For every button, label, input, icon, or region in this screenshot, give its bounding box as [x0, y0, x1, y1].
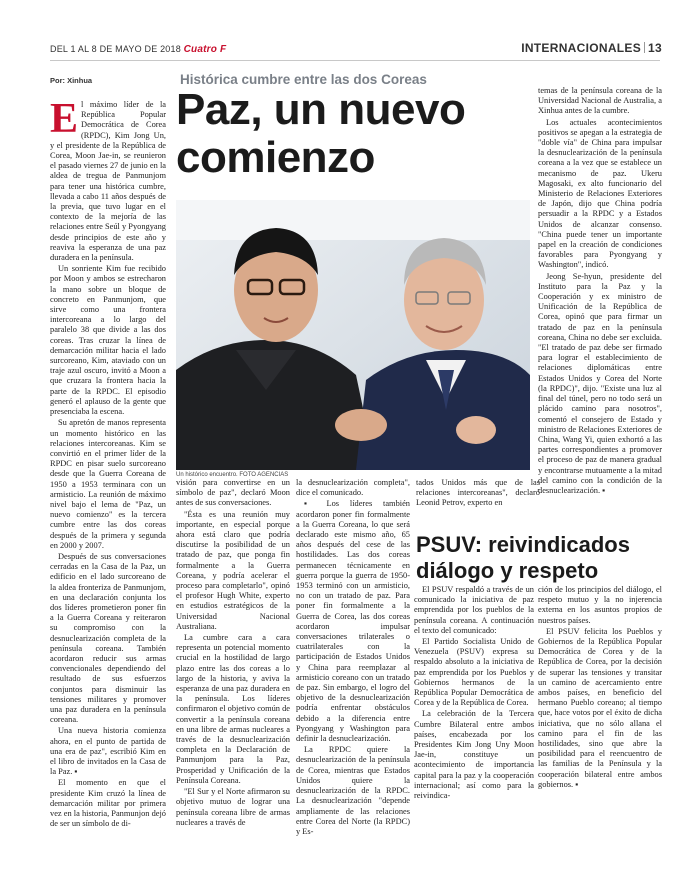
article-column-1 [50, 96, 166, 830]
paragraph: Una nueva historia comienza ahora, en el punto de partida de una era de paz", escribió Kim en el libro de invitados en la Casa de la Paz. ▪ [50, 726, 166, 777]
paragraph: temas de la península coreana de la Universidad Nacional de Australia, a Xinhua antes de la cumbre. [538, 86, 662, 116]
kicker: Histórica cumbre entre las dos Coreas [180, 72, 427, 87]
headline: Paz, un nuevo comienzo [176, 85, 466, 182]
photo-illustration [176, 200, 530, 470]
paragraph: "Ésta es una reunión muy importante, en especial porque ahora está claro que podría discutirse la posibilidad de un tratado de paz, que ponga fin formalmente a la Guerra Coreana, y podría acelerar el proceso para completarlo", opinó el profesor Hugh White, experto en estudios estratégicos de la Universidad Nacional Australiana. [176, 509, 290, 631]
section-folio [521, 41, 662, 55]
byline: Por: Xinhua [50, 76, 93, 85]
photo-caption: Un histórico encuentro. FOTO AGENCIAS [176, 472, 289, 478]
paragraph: Los actuales acontecimientos positivos se apegan a la estrategia de "doble vía" de China para impulsar la desnuclearización de la península coreana a la vez que se establece un mecanismo de paz. Ukeru Magosaki, ex alto funcionario del Ministerio de Relaciones Exteriores de Japón, dijo que China podría persuadir a la RPDC y a Estados Unidos de alcanzar consenso. "China puede tener un importante papel en la creación de condiciones favorables para Pyongyang y Washington", indicó. [538, 117, 662, 270]
paragraph: La RPDC quiere la desnuclearización de la península de Corea, mientras que Estados Unidos quiere la desnuclearización de la RPDC. La desnuclearización "depende ampliamente de las relaciones entre Corea del Norte (la RPDC) y Es- [296, 745, 410, 836]
paragraph: La cumbre cara a cara representa un potencial momento crucial en la hostilidad de largo plazo entre las dos coreas a lo largo de la historia, y aviva la esperanza de una paz duradera en la península. Los líderes confirmaron el objetivo común de convertir a la península coreana en una libre de armas nucleares a través de la desnuclearización completa en la Declaración de Panmunjom para la Paz, Prosperidad y Unificación de la Península Coreana. [176, 633, 290, 785]
paragraph: ▪ Los líderes también acordaron poner fin formalmente a la Guerra Coreana, lo que será declarado este mismo año, 65 años después del cese de las hostilidades. Las dos coreas permanecen técnicamente en guerra porque la guerra de 1950-1953 terminó con un armisticio, no con un tratado de paz. Para poner fin formalmente a la Guerra de Corea, las dos coreas acordaron impulsar conversaciones trilaterales o cuatrilaterales con la participación de Estados Unidos y China para reemplazar al armisticio coreano con un tratado de paz. Sin embargo, el logro del objetivo de la desnuclearización podría enfrentar obstáculos debido a la diferencia entre Pyongyang y Washington para definir la desnuclearización. [296, 499, 410, 744]
paragraph: El Partido Socialista Unido de Venezuela (PSUV) expresa su respaldo absoluto a la iniciativa de paz emprendida por los Pueblos y Gobiernos hermanos de la República Popular Democrática de Corea y de la República de Corea. [414, 637, 534, 708]
paragraph: Después de sus conversaciones cerradas en la Casa de la Paz, un edificio en el lado surcoreano de la aldea fronteriza de Panmunjom, en una declaración conjunta los dos líderes prometieron poner fin a la Guerra Coreana y reiteraron su compromiso con la desnuclearización completa de la península coreana. También acordaron reducir sus armas convencionales dependiendo del resultado de sus esfuerzos conjuntos para disminuir las tensiones militares y promover una paz duradera en la península coreana. [50, 551, 166, 725]
photo-credit: FOTO AGENCIAS [239, 472, 289, 478]
psuv-column-1 [414, 585, 534, 802]
article-column-2 [176, 478, 290, 829]
paragraph: "El Sur y el Norte afirmaron su objetivo mutuo de lograr una península coreana libre de armas nucleares a través de [176, 787, 290, 827]
section-name: INTERNACIONALES [521, 41, 642, 55]
secondary-headline: PSUV: reivindicados diálogo y respeto [416, 532, 630, 583]
drop-cap: E [50, 96, 79, 142]
paragraph: El PSUV respaldó a través de un comunicado la iniciativa de paz emprendida por los pueblos de la península coreana. A continuación el texto del comunicado: [414, 585, 534, 635]
paragraph: El máximo líder de la República Popular Democrática de Corea (RPDC), Kim Jong Un, y el presidente de la República de Corea, Moon Jae-in, se reunieron el pasado viernes 27 de junio en la aldea de tregua de Panmunjom para tener una histórica cumbre, llevada a cabo 11 años después de la previa, que tuvo lugar en el contexto de la mejoría de las relaciones entre Seúl y Pyongyang desde principios de este año y reaviva la esperanza de una paz duradera en la península. [50, 96, 166, 263]
leaders-photo [176, 200, 530, 470]
folio-divider [644, 42, 645, 53]
paragraph: visión para convertirse en un símbolo de paz", declaró Moon antes de sus conversaciones. [176, 478, 290, 508]
page-number: 13 [648, 41, 662, 55]
paragraph: La celebración de la Tercera Cumbre Bilateral entre ambos países, encabezada por los Presidentes Kim Jong Uny Moon Jae-in, constituye un acontecimiento de importancia capital para la paz y la cooperación internacional; así como para la reivindica- [414, 709, 534, 801]
paragraph: Un sonriente Kim fue recibido por Moon y ambos se estrecharon la mano sobre un bloque de concreto en Panmunjom, que sirve como una frontera intercoreana a lo largo del paralelo 38 que divide a las dos coreas. Tras cruzar la línea de demarcación militar hacia el lado surcoreano, Kim, ataviado con un traje azul oscuro, invitó a Moon a que cruzara la frontera hacia la parte de la RPDC. El episodio generó el aplauso de la gente que presenciaba la escena. [50, 264, 166, 417]
header-rule [50, 60, 660, 61]
paragraph: El PSUV felicita los Pueblos y Gobiernos de la República Popular Democrática de Corea y de la República de Corea, por la decisión de superar las tensiones y transitar un camino de acercamiento entre ambos países, en beneficio del hermano Pueblo coreano; al tiempo que, hace votos por el éxito de dicha iniciativa, que no sólo allana el camino para el fin de las hostilidades, sino que abre la posibilidad para el reencuentro de las familias de la Península y la cooperación bilateral entre ambos gobiernos. ▪ [538, 626, 662, 789]
paragraph: la desnuclearización completa", dice el comunicado. [296, 478, 410, 498]
article-column-right [538, 86, 662, 497]
paragraph: tados Unidos más que de las relaciones intercoreanas", declaró Leonid Petrov, experto en [416, 478, 540, 508]
psuv-column-2 [538, 585, 662, 791]
article-column-3 [296, 478, 410, 838]
paragraph: Su apretón de manos representa un momento histórico en las relaciones intercoreanas. Kim se convirtió en el primer líder de la RPDC en pisar suelo surcoreano desde que la Guerra Coreana de 1950 a 1953 terminara con un armisticio. La reunión de máximo nivel bajo el lema de "Paz, un nuevo comienzo" es la tercera cumbre entre las dos coreas después de la primera y segunda en 2000 y 2007. [50, 418, 166, 550]
issue-date: DEL 1 AL 8 DE MAYO DE 2018 Cuatro F [50, 44, 227, 55]
paragraph: ción de los principios del diálogo, el respeto mutuo y la no injerencia externa en los asuntos propios de nuestros países. [538, 585, 662, 625]
brand-logo: Cuatro F [183, 44, 227, 55]
paragraph: Jeong Se-hyun, presidente del Instituto para la Paz y la Cooperación y ex ministro de Unificación de la República de Corea, opinó que para firmar un tratado de paz en la península coreana, China no debe ser excluida. "El tratado de paz debe ser firmado para lograr el establecimiento de relaciones diplomáticas entre Estados Unidos y Corea del Norte (la RPDC)", dijo. "Existe una luz al final del túnel, pero no todo será un plácido camino para nosotros", comentó el consejero de Estado y ministro de Relaciones Exteriores de China, Wang Yi, quien exhortó a las partes correspondientes a promover el proceso de paz de manera gradual y encontrarse mutuamente a la mitad del camino con la condición de la desnuclearización. ▪ [538, 271, 662, 495]
article-column-4 [416, 478, 540, 510]
paragraph: El momento en que el presidente Kim cruzó la línea de demarcación militar por primera vez en la historia, Panmunjon dejó de ser un símbolo de di- [50, 778, 166, 829]
